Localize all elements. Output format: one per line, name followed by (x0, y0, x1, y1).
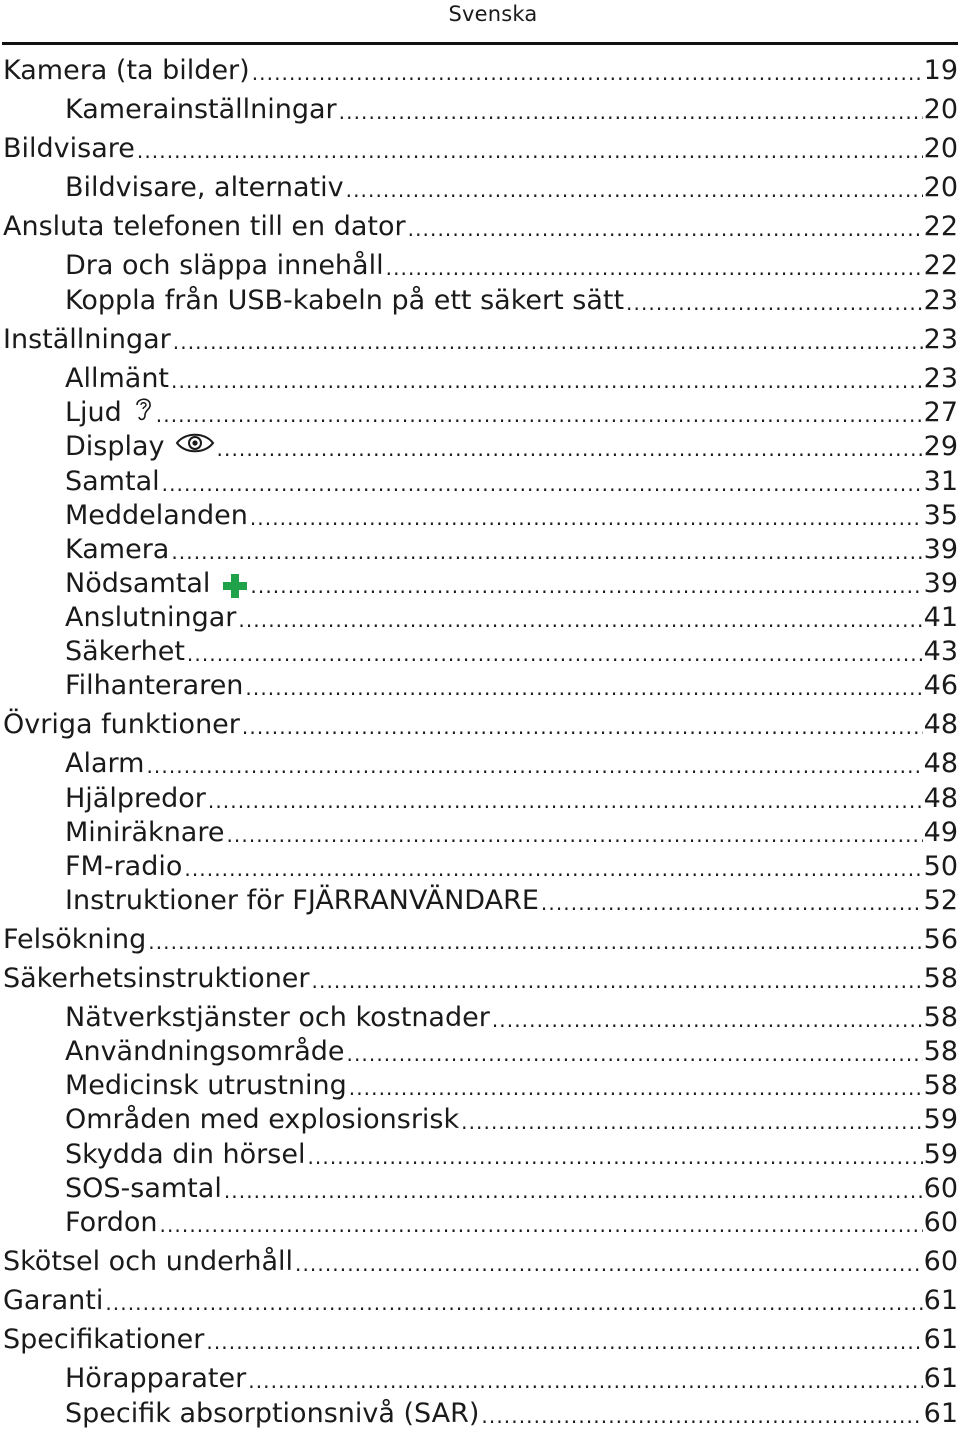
toc-leader-dots (105, 1288, 922, 1318)
toc-entry[interactable] (0, 319, 958, 357)
toc-entry-text: Specifik absorptionsnivå (SAR) (65, 1398, 480, 1429)
toc-entry[interactable] (0, 1319, 958, 1357)
toc-entry-page-number: 61 (923, 1363, 958, 1394)
toc-entry-text: Säkerhet (65, 636, 185, 667)
toc-entry-text: Säkerhetsinstruktioner (3, 963, 310, 994)
toc-entry-title (65, 1069, 347, 1103)
toc-entry-page-number: 20 (923, 172, 958, 203)
toc-entry[interactable] (0, 358, 958, 396)
toc-entry-title (65, 747, 144, 781)
toc-entry[interactable] (0, 1031, 958, 1069)
toc-entry-title (65, 465, 160, 499)
toc-entry[interactable] (0, 597, 958, 635)
toc-entry-page-number: 29 (923, 431, 958, 462)
toc-leader-dots (541, 888, 923, 918)
toc-entry-page-number: 43 (923, 636, 958, 667)
toc-entry[interactable] (0, 1393, 958, 1431)
toc-leader-dots (346, 175, 923, 205)
toc-entry-page-number: 60 (923, 1246, 958, 1277)
toc-leader-dots (159, 1210, 922, 1240)
toc-entry[interactable] (0, 1099, 958, 1137)
toc-entry-page-number: 48 (923, 783, 958, 814)
toc-entry-title (65, 284, 624, 318)
toc-entry-title (65, 1172, 222, 1206)
toc-entry-text: Miniräknare (65, 817, 225, 848)
toc-entry-text: Medicinsk utrustning (65, 1070, 347, 1101)
toc-entry[interactable] (0, 128, 958, 166)
toc-entry-text: Skydda din hörsel (65, 1139, 306, 1170)
toc-entry[interactable] (0, 997, 958, 1035)
toc-entry-text: Inställningar (3, 324, 171, 355)
toc-entry[interactable] (0, 280, 958, 318)
toc-entry[interactable] (0, 704, 958, 742)
toc-entry-page-number: 61 (923, 1285, 958, 1316)
toc-entry-page-number: 22 (923, 250, 958, 281)
toc-entry-page-number: 52 (923, 885, 958, 916)
toc-entry-text: Fordon (65, 1207, 158, 1238)
toc-entry-text: Meddelanden (65, 500, 248, 531)
toc-entry-title (65, 1035, 345, 1069)
toc-entry-page-number: 61 (923, 1324, 958, 1355)
toc-entry-title (65, 362, 169, 396)
toc-entry-title (65, 567, 248, 601)
toc-entry-title (3, 1245, 293, 1279)
toc-entry-page-number: 23 (923, 285, 958, 316)
toc-leader-dots (252, 58, 923, 88)
toc-entry-page-number: 22 (923, 211, 958, 242)
toc-entry-text: Övriga funktioner (3, 709, 240, 740)
toc-entry-title (65, 635, 185, 669)
toc-entry-text: Felsökning (3, 924, 147, 955)
toc-entry[interactable] (0, 461, 958, 499)
eye-icon (175, 430, 215, 456)
toc-entry-title (65, 1001, 490, 1035)
toc-entry[interactable] (0, 206, 958, 244)
toc-entry-page-number: 20 (923, 133, 958, 164)
toc-entry-title (65, 884, 539, 918)
toc-leader-dots (242, 712, 923, 742)
toc-leader-dots (146, 751, 922, 781)
toc-entry-title (65, 1362, 246, 1396)
toc-entry-title (65, 1138, 305, 1172)
toc-entry-page-number: 58 (923, 1002, 958, 1033)
toc-entry-text: SOS-samtal (65, 1173, 222, 1204)
toc-entry-page-number: 58 (923, 1070, 958, 1101)
toc-leader-dots (245, 673, 922, 703)
toc-entry-title (65, 669, 243, 703)
toc-entry-text: FM-radio (65, 851, 183, 882)
toc-entry-title (65, 1206, 157, 1240)
toc-entry[interactable] (0, 245, 958, 283)
toc-leader-dots (248, 1366, 922, 1396)
toc-leader-dots (295, 1249, 923, 1279)
toc-leader-dots (339, 97, 923, 127)
toc-leader-dots (137, 136, 923, 166)
toc-entry[interactable] (0, 1358, 958, 1396)
toc-entry-title (65, 430, 215, 464)
toc-leader-dots (148, 927, 922, 957)
toc-entry-text: Skötsel och underhåll (3, 1246, 293, 1277)
toc-entry-page-number: 23 (923, 363, 958, 394)
toc-entry-page-number: 56 (923, 924, 958, 955)
toc-leader-dots (312, 966, 923, 996)
toc-entry[interactable] (0, 919, 958, 957)
toc-entry[interactable] (0, 1168, 958, 1206)
toc-entry-title (65, 533, 169, 567)
toc-leader-dots (217, 434, 923, 464)
toc-leader-dots (408, 214, 923, 244)
toc-entry-page-number: 59 (923, 1139, 958, 1170)
toc-entry-title (65, 601, 236, 635)
toc-entry[interactable] (0, 812, 958, 850)
toc-entry-title (65, 93, 337, 127)
toc-entry-title (65, 782, 206, 816)
toc-entry-page-number: 50 (923, 851, 958, 882)
toc-entry-page-number: 60 (923, 1173, 958, 1204)
toc-entry-text: Dra och släppa innehåll (65, 250, 384, 281)
toc-entry-page-number: 61 (923, 1398, 958, 1429)
toc-entry[interactable] (0, 1134, 958, 1172)
toc-entry-text: Ansluta telefonen till en dator (3, 211, 406, 242)
toc-entry-page-number: 31 (923, 466, 958, 497)
toc-entry-page-number: 48 (923, 709, 958, 740)
toc-leader-dots (206, 1327, 922, 1357)
toc-entry-text: Samtal (65, 466, 160, 497)
toc-entry-title (65, 1397, 479, 1431)
toc-entry-text: Kamera (65, 534, 170, 565)
toc-entry-title (65, 850, 182, 884)
toc-entry-title (65, 171, 344, 205)
toc-entry-page-number: 23 (923, 324, 958, 355)
toc-entry[interactable] (0, 778, 958, 816)
toc-entry[interactable] (0, 880, 958, 918)
toc-entry-text: Instruktioner för FJÄRRANVÄNDARE (65, 885, 539, 916)
toc-entry-title (3, 708, 240, 742)
toc-entry-text: Alarm (65, 748, 145, 779)
page-header (0, 0, 960, 30)
toc-entry-title (3, 210, 406, 244)
toc-entry-page-number: 49 (923, 817, 958, 848)
toc-entry-title (65, 816, 224, 850)
toc-entry-text: Kamerainställningar (65, 94, 337, 125)
toc-entry-page-number: 58 (923, 963, 958, 994)
toc-entry[interactable] (0, 846, 958, 884)
toc-entry-title (65, 249, 384, 283)
toc-entry-page-number: 46 (923, 670, 958, 701)
toc-entry-title (3, 1323, 204, 1357)
toc-entry[interactable] (0, 1280, 958, 1318)
toc-entry[interactable] (0, 392, 958, 430)
toc-entry-text: Nätverkstjänster och kostnader (65, 1002, 490, 1033)
toc-entry-text: Områden med explosionsrisk (65, 1104, 460, 1135)
toc-entry-text: Bildvisare (3, 133, 135, 164)
toc-entry-text: Filhanteraren (65, 670, 244, 701)
toc-entry[interactable] (0, 167, 958, 205)
toc-entry[interactable] (0, 1065, 958, 1103)
toc-entry-page-number: 48 (923, 748, 958, 779)
toc-entry[interactable] (0, 631, 958, 669)
toc-entry[interactable] (0, 1241, 958, 1279)
toc-entry-title (3, 962, 310, 996)
toc-leader-dots (173, 327, 923, 357)
toc-entry-title (65, 396, 154, 430)
toc-entry-page-number: 58 (923, 1036, 958, 1067)
toc-entry-text: Nödsamtal (65, 568, 211, 599)
toc-entry-text: Bildvisare, alternativ (65, 172, 344, 203)
toc-entry-page-number: 59 (923, 1104, 958, 1135)
toc-leader-dots (626, 288, 923, 318)
toc-entry-text: Hörapparater (65, 1363, 247, 1394)
toc-entry-title (3, 1284, 103, 1318)
page-header-language: Svenska (448, 2, 538, 26)
toc-entry-text: Anslutningar (65, 602, 237, 633)
toc-leader-dots (481, 1401, 922, 1431)
toc-entry-text: Display (65, 431, 165, 462)
toc-entry-page-number: 60 (923, 1207, 958, 1238)
toc-entry-title (3, 54, 250, 88)
toc-entry-page-number: 20 (923, 94, 958, 125)
ear-icon (132, 394, 154, 424)
toc-entry-title (65, 499, 248, 533)
toc-entry-page-number: 39 (923, 568, 958, 599)
toc-entry[interactable] (0, 743, 958, 781)
toc-entry[interactable] (0, 426, 958, 464)
toc-entry-text: Kamera (ta bilder) (3, 55, 250, 86)
toc-entry-text: Allmänt (65, 363, 170, 394)
toc-entry[interactable] (0, 665, 958, 703)
toc-entry-page-number: 35 (923, 500, 958, 531)
toc-entry-page-number: 41 (923, 602, 958, 633)
toc-entry[interactable] (0, 50, 958, 88)
toc-entry-text: Användningsområde (65, 1036, 345, 1067)
toc-entry-page-number: 39 (923, 534, 958, 565)
toc-entry-text: Specifikationer (3, 1324, 205, 1355)
toc-entry-page-number: 19 (923, 55, 958, 86)
toc-entry-text: Hjälpredor (65, 783, 206, 814)
toc-entry-text: Ljud (65, 397, 122, 428)
toc-entry[interactable] (0, 958, 958, 996)
toc-entry-title (3, 923, 146, 957)
toc-entry-title (65, 1103, 459, 1137)
plus-icon (222, 573, 248, 599)
toc-leader-dots (461, 1107, 923, 1137)
toc-entry-text: Garanti (3, 1285, 104, 1316)
toc-entry[interactable] (0, 563, 958, 601)
toc-leader-dots (386, 253, 923, 283)
header-divider (2, 42, 958, 45)
toc-entry[interactable] (0, 1202, 958, 1240)
toc-entry[interactable] (0, 495, 958, 533)
toc-entry-title (3, 132, 135, 166)
toc-entry-page-number: 27 (923, 397, 958, 428)
toc-entry[interactable] (0, 89, 958, 127)
toc-entry-title (3, 323, 171, 357)
toc-entry[interactable] (0, 529, 958, 567)
toc-entry-text: Koppla från USB-kabeln på ett säkert sätt (65, 285, 625, 316)
